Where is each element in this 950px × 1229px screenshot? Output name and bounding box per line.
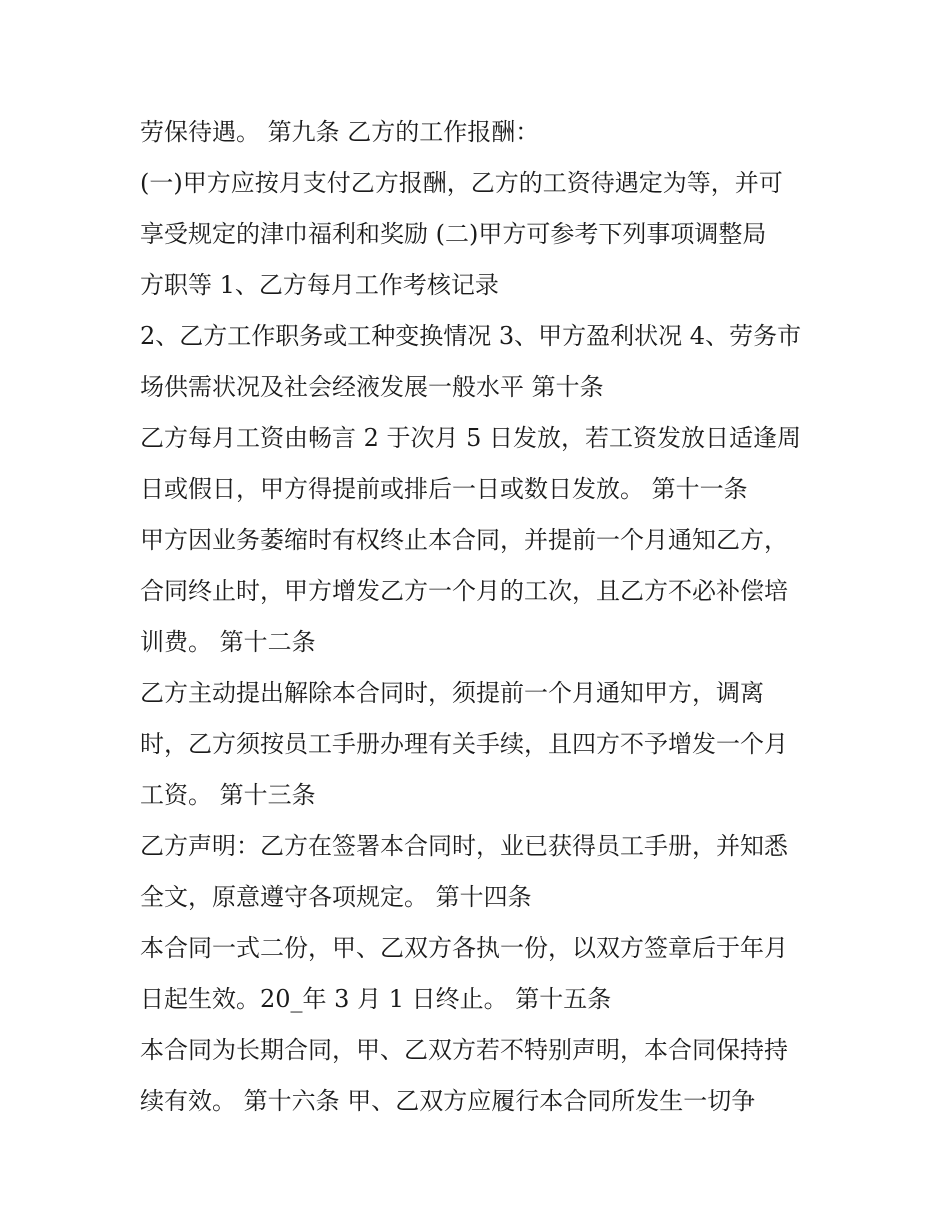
text-line-5: 2、乙方工作职务或工种变换情况 3、甲方盈利状况 4、劳务市 xyxy=(140,322,802,350)
text-line-14: 工资。 第十三条 xyxy=(140,781,316,809)
text-line-17: 本合同一式二份，甲、乙双方各执一份，以双方签章后于年月 xyxy=(140,934,788,962)
contract-text-body xyxy=(140,107,840,1127)
text-line-11: 训费。 第十二条 xyxy=(140,628,316,656)
text-line-13: 时，乙方须按员工手册办理有关手续，且四方不予增发一个月 xyxy=(140,730,788,758)
text-line-19: 本合同为长期合同，甲、乙双方若不特别声明，本合同保持持 xyxy=(140,1036,788,1064)
text-line-6: 场供需状况及社会经液发展一般水平 第十条 xyxy=(140,373,604,401)
text-line-12: 乙方主动提出解除本合同时，须提前一个月通知甲方，调离 xyxy=(140,679,764,707)
text-line-10: 合同终止时，甲方增发乙方一个月的工次，且乙方不必补偿培 xyxy=(140,577,788,605)
text-line-20: 续有效。 第十六条 甲、乙双方应履行本合同所发生一切争 xyxy=(140,1087,756,1115)
text-line-8: 日或假日，甲方得提前或排后一日或数日发放。 第十一条 xyxy=(140,475,748,503)
text-line-7: 乙方每月工资由畅言 2 于次月 5 日发放，若工资发放日适逢周 xyxy=(140,424,802,452)
text-line-2: (一)甲方应按月支付乙方报酬，乙方的工资待遇定为等，并可 xyxy=(140,169,783,197)
text-line-9: 甲方因业务萎缩时有权终止本合同，并提前一个月通知乙方， xyxy=(140,526,788,554)
text-line-16: 全文，原意遵守各项规定。 第十四条 xyxy=(140,883,532,911)
text-line-18: 日起生效。20_年 3 月 1 日终止。 第十五条 xyxy=(140,985,612,1013)
text-line-15: 乙方声明：乙方在签署本合同时，业已获得员工手册，并知悉 xyxy=(140,832,788,860)
text-line-4: 方职等 1、乙方每月工作考核记录 xyxy=(140,271,499,299)
text-line-3: 享受规定的津巾福利和奖励 (二)甲方可参考下列事项调整局 xyxy=(140,220,767,248)
text-line-1: 劳保待遇。 第九条 乙方的工作报酬： xyxy=(140,118,540,146)
